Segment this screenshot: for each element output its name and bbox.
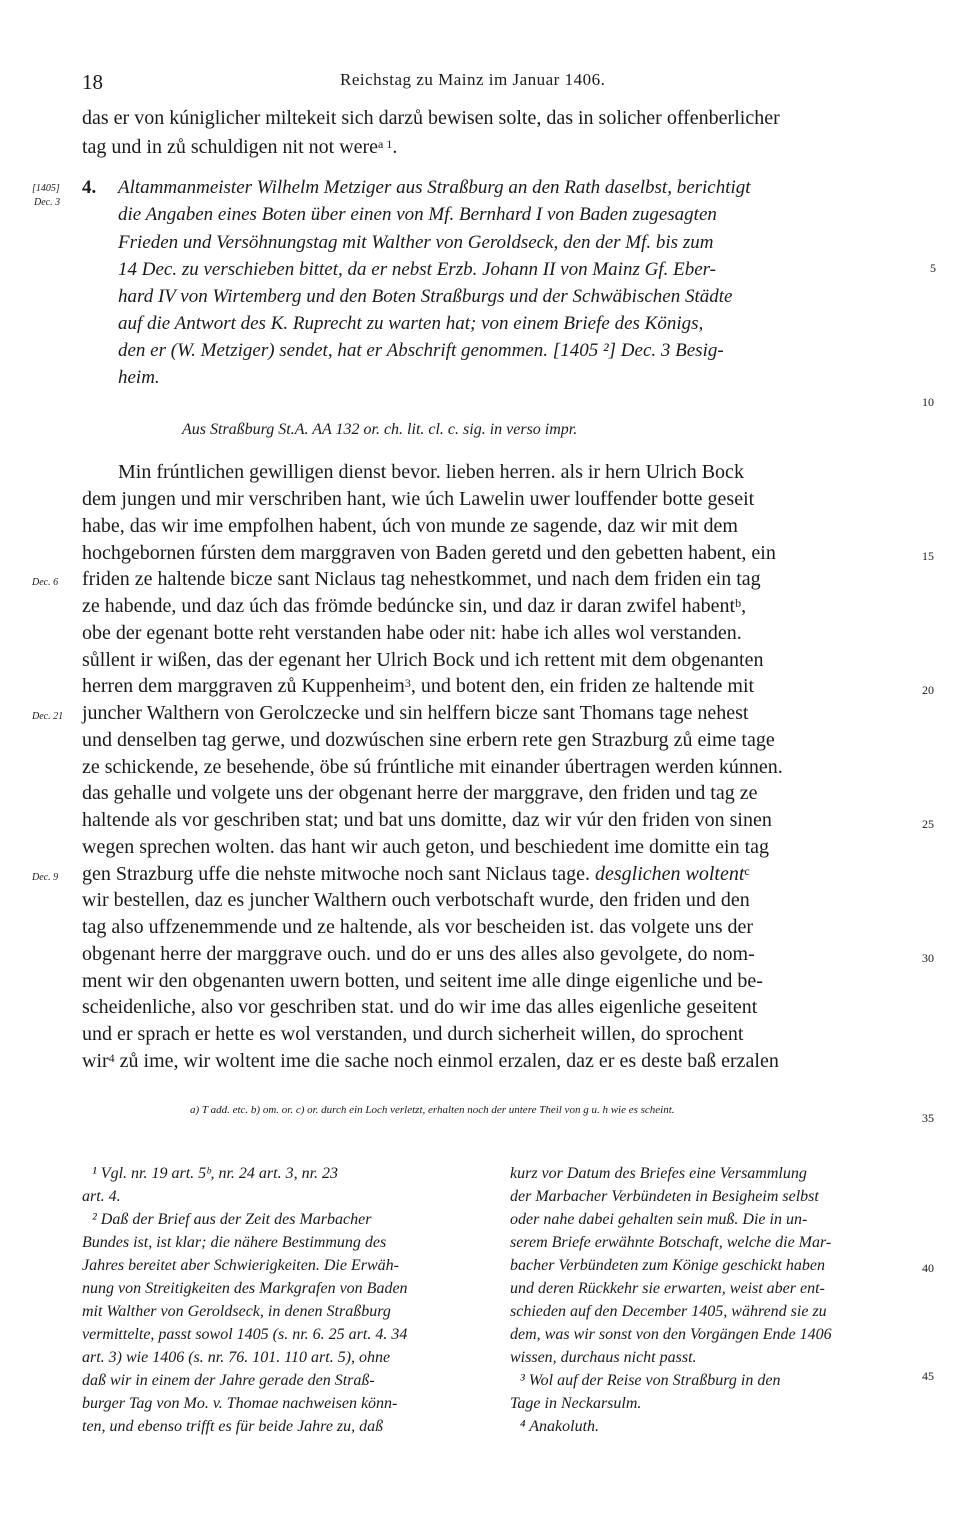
continuation-line: das er von kúniglicher miltekeit sich darzů bewisen solte, das in solicher offenberlicher — [82, 107, 780, 129]
footnote-line: bacher Verbündeten zum Könige geschickt haben — [510, 1257, 826, 1274]
regest-line: Altammanmeister Wilhelm Metziger aus Straßburg an den Rath daselbst, berichtigt — [118, 177, 751, 198]
letter-line: und er sprach er hette es wol verstanden, und durch sicherheit willen, do sprochent — [82, 1023, 744, 1045]
letter-line: friden ze haltende bicze sant Niclaus tag nehestkommet, und nach dem friden ein tag — [82, 568, 761, 590]
regest-line: auf die Antwort des K. Ruprecht zu warten hat; von einem Briefe des Königs, — [118, 313, 704, 334]
line-number: 35 — [922, 1111, 934, 1125]
footnote-line: vermittelte, passt sowol 1405 (s. nr. 6. 25 art. 4. 34 — [82, 1326, 408, 1343]
apparatus-marker: b — [735, 595, 742, 610]
letter-line: Min frúntlichen gewilligen dienst bevor. lieben herren. als ir hern Ulrich Bock — [118, 461, 744, 483]
footnote-line: Jahres bereitet aber Schwierigkeiten. Die Erwäh- — [82, 1257, 399, 1274]
footnote-marker: a 1 — [378, 136, 393, 151]
line-number: 20 — [922, 683, 934, 697]
letter-line: hochgebornen fúrsten dem marggraven von Baden geretd und den gebetten habent, ein — [82, 542, 776, 564]
letter-line: ze schickende, ze besehende, öbe sú frúntliche mit einander úbertragen werden kúnnen. — [82, 756, 783, 778]
letter-line: juncher Walthern von Gerolczecke und sin helffern bicze sant Thomans tage nehest — [82, 702, 749, 724]
letter-text: gen Strazburg uffe die nehste mitwoche noch sant Niclaus tage. — [82, 863, 590, 885]
line-number: 10 — [922, 395, 934, 409]
continuation-line — [82, 137, 397, 157]
letter-line — [82, 596, 746, 616]
line-number: 15 — [922, 549, 934, 563]
footnote-line: daß wir in einem der Jahre gerade den Straß- — [82, 1372, 375, 1389]
letter-line: habe, das wir ime empfolhen habent, úch von munde ze sagende, daz wir mit dem — [82, 515, 738, 537]
running-title: Reichstag zu Mainz im Januar 1406. — [340, 70, 606, 89]
letter-line: obe der egenant botte reht verstanden habe oder nit: habe ich alles wol verstanden. — [82, 622, 742, 644]
regest-line: Frieden und Versöhnungstag mit Walther von Geroldseck, den der Mf. bis zum — [118, 232, 714, 253]
critical-apparatus: a) T add. etc. b) om. or. c) or. durch ein Loch verletzt, erhalten noch der untere Theil von g u. h wie es scheint. — [190, 1104, 675, 1116]
letter-line — [82, 1051, 779, 1071]
letter-text: , und botent den, ein friden ze haltende mit — [410, 675, 755, 697]
footnote-line: ³ Wol auf der Reise von Straßburg in den — [520, 1372, 781, 1389]
footnote-marker: 4 — [108, 1050, 115, 1065]
footnote-line: wissen, durchaus nicht passt. — [510, 1349, 697, 1366]
page-number: 18 — [82, 70, 103, 94]
letter-line — [82, 864, 750, 884]
line-number: 40 — [922, 1261, 934, 1275]
footnote-marker: 3 — [404, 675, 411, 690]
continuation-end: . — [392, 136, 398, 158]
line-number: 45 — [922, 1369, 934, 1383]
footnote-line: Bundes ist, ist klar; die nähere Bestimmung des — [82, 1234, 387, 1251]
letter-line: tag also uffzenemmende und ze haltende, als vor bescheiden ist. das volgete uns der — [82, 916, 754, 938]
letter-line: sůllent ir wißen, das der egenant her Ulrich Bock und ich rettent mit dem obgenanten — [82, 649, 764, 671]
footnote-line: nung von Streitigkeiten des Markgrafen von Baden — [82, 1280, 408, 1297]
line-number: 25 — [922, 817, 934, 831]
letter-text: wir — [82, 1050, 109, 1072]
footnote-line: mit Walther von Geroldseck, in denen Straßburg — [82, 1303, 391, 1320]
line-number: 5 — [930, 261, 936, 275]
letter-line: wegen sprechen wolten. das hant wir auch geton, und beschiedent ime domitte ein tag — [82, 836, 770, 858]
footnote-line: burger Tag von Mo. v. Thomae nachweisen könn- — [82, 1395, 398, 1412]
letter-text: herren dem marggraven zů Kuppenheim — [82, 675, 405, 697]
footnote-line: art. 3) wie 1406 (s. nr. 76. 101. 110 art. 5), ohne — [82, 1349, 391, 1366]
footnote-line: der Marbacher Verbündeten in Besigheim selbst — [510, 1188, 819, 1205]
margin-date-year: [1405] — [32, 183, 60, 194]
footnote-line: dem, was wir sonst von den Vorgängen Ende 1406 — [510, 1326, 832, 1343]
source-citation: Aus Straßburg St.A. AA 132 or. ch. lit. cl. c. sig. in verso impr. — [182, 421, 578, 438]
regest-line: heim. — [118, 367, 160, 388]
footnote-line: Tage in Neckarsulm. — [510, 1395, 642, 1412]
letter-line: ment wir den obgenanten uwern botten, und seitent ime alle dinge eigenliche und be- — [82, 970, 763, 992]
letter-text: ze habende, und daz úch das frömde bedúncke sin, und daz ir daran zwifel habent — [82, 595, 736, 617]
letter-line — [82, 676, 754, 696]
letter-line: wir bestellen, daz es juncher Walthern ouch verbotschaft wurde, den friden und den — [82, 889, 750, 911]
margin-date: Dec. 3 — [34, 197, 61, 208]
footnote-line: art. 4. — [82, 1188, 121, 1205]
footnote-line: schieden auf den December 1405, während sie zu — [510, 1303, 827, 1320]
footnote-line: serem Briefe erwähnte Botschaft, welche die Mar- — [510, 1234, 832, 1251]
letter-punct: , — [741, 595, 747, 617]
letter-italic: desglichen woltent — [595, 863, 745, 885]
entry-number — [82, 178, 96, 197]
letter-line: obgenant herre der marggrave ouch. und do er uns des alles also gevolgete, do nom- — [82, 943, 755, 965]
letter-line: und denselben tag gerwe, und dozwúschen sine erbern rete gen Strazburg zů eime tage — [82, 729, 775, 751]
line-number: 30 — [922, 951, 934, 965]
regest-line: den er (W. Metziger) sendet, hat er Abschrift genommen. [1405 ²] Dec. 3 Besig- — [118, 340, 724, 361]
letter-line: das gehalle und volgete uns der obgenant herre der marggrave, den friden und tag ze — [82, 782, 758, 804]
regest-line: die Angaben eines Boten über einen von Mf. Bernhard I von Baden zugesagten — [118, 204, 717, 225]
footnote-line: oder nahe dabei gehalten sein muß. Die in un- — [510, 1211, 808, 1228]
regest-line: hard IV von Wirtemberg und den Boten Straßburgs und der Schwäbischen Städte — [118, 286, 733, 307]
footnote-line: ten, und ebenso trifft es für beide Jahre zu, daß — [82, 1418, 384, 1435]
letter-line: scheidenliche, also vor geschriben stat. und do wir ime das alles eigenliche geseitent — [82, 996, 758, 1018]
letter-line: haltende als vor geschriben stat; und bat uns domitte, daz wir vúr den friden von sinen — [82, 809, 772, 831]
letter-line: dem jungen und mir verschriben hant, wie úch Lawelin uwer louffender botte geseit — [82, 488, 755, 510]
margin-date: Dec. 9 — [32, 872, 59, 883]
footnote-line: und deren Rückkehr sie erwarten, weist aber ent- — [510, 1280, 825, 1297]
entry-number-text: 4. — [82, 177, 97, 198]
continuation-text: tag und in zů schuldigen nit not were — [82, 136, 379, 158]
regest-line: 14 Dec. zu verschieben bittet, da er nebst Erzb. Johann II von Mainz Gf. Eber- — [118, 259, 716, 280]
footnote-line: ⁴ Anakoluth. — [520, 1418, 600, 1435]
margin-date: Dec. 6 — [32, 577, 59, 588]
footnote-line: kurz vor Datum des Briefes eine Versammlung — [510, 1165, 807, 1182]
margin-date: Dec. 21 — [32, 711, 64, 722]
footnote-line: ² Daß der Brief aus der Zeit des Marbacher — [92, 1211, 372, 1228]
footnote-line: ¹ Vgl. nr. 19 art. 5ᵇ, nr. 24 art. 3, nr. 23 — [92, 1165, 339, 1182]
apparatus-marker: c — [744, 863, 750, 878]
letter-text: zů ime, wir woltent ime die sache noch einmol erzalen, daz er es deste baß erzalen — [119, 1050, 779, 1072]
